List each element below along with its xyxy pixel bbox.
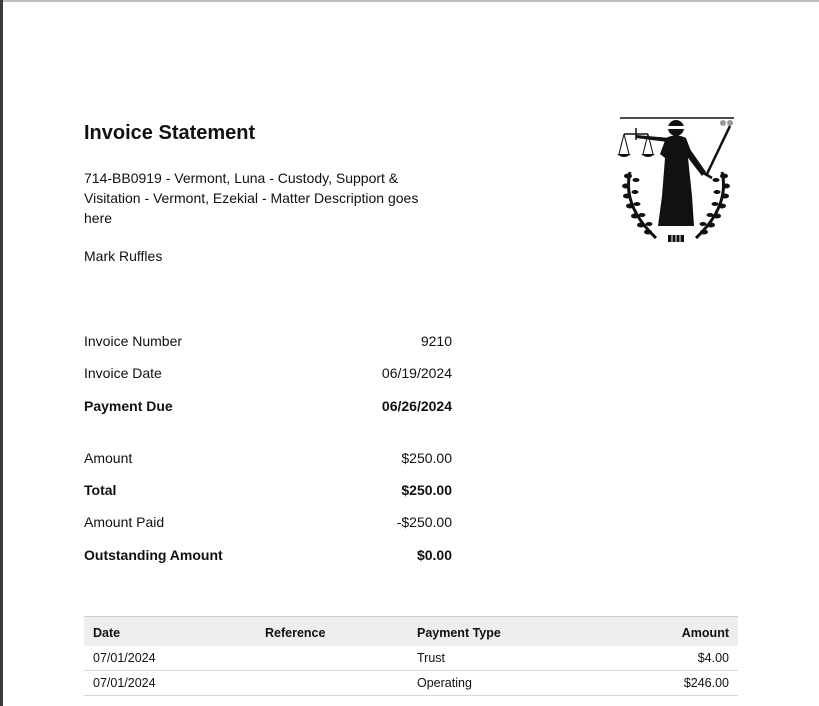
amount-paid-value: -$250.00 [396, 514, 452, 530]
table-row [84, 671, 738, 696]
column-header-payment-type: Payment Type [408, 617, 608, 647]
cell-amount: $4.00 [608, 646, 738, 671]
invoice-date-value: 06/19/2024 [381, 365, 452, 381]
payments-table [84, 616, 738, 696]
column-header-date: Date [84, 617, 256, 647]
column-header-amount: Amount [608, 617, 738, 647]
cell-amount: $246.00 [608, 671, 738, 696]
table-row [84, 646, 738, 671]
payment-due-label: Payment Due [84, 398, 173, 414]
attorney-name: Mark Ruffles [84, 248, 163, 264]
table-header-row [84, 617, 738, 647]
outstanding-amount-label: Outstanding Amount [84, 547, 223, 563]
amount-value: $250.00 [401, 450, 452, 466]
page-top-border [0, 0, 819, 2]
invoice-number-label: Invoice Number [84, 333, 183, 349]
outstanding-amount-value: $0.00 [416, 547, 452, 563]
total-label: Total [84, 482, 117, 498]
page-left-border [0, 0, 3, 706]
total-value: $250.00 [401, 482, 452, 498]
cell-date: 07/01/2024 [84, 646, 256, 671]
amount-paid-label: Amount Paid [84, 514, 165, 530]
invoice-number-value: 9210 [420, 333, 452, 349]
column-header-reference: Reference [256, 617, 408, 647]
cell-reference [256, 646, 408, 671]
cell-date: 07/01/2024 [84, 671, 256, 696]
cell-reference [256, 671, 408, 696]
matter-description: 714-BB0919 - Vermont, Luna - Custody, Support & Visitation - Vermont, Ezekial - Matter Description goes here [84, 170, 419, 226]
cell-payment-type: Trust [408, 646, 608, 671]
invoice-date-label: Invoice Date [84, 365, 162, 381]
amount-label: Amount [84, 450, 133, 466]
lady-justice-icon [612, 114, 740, 248]
payment-due-value: 06/26/2024 [381, 398, 452, 414]
invoice-title: Invoice Statement [84, 122, 256, 144]
cell-payment-type: Operating [408, 671, 608, 696]
